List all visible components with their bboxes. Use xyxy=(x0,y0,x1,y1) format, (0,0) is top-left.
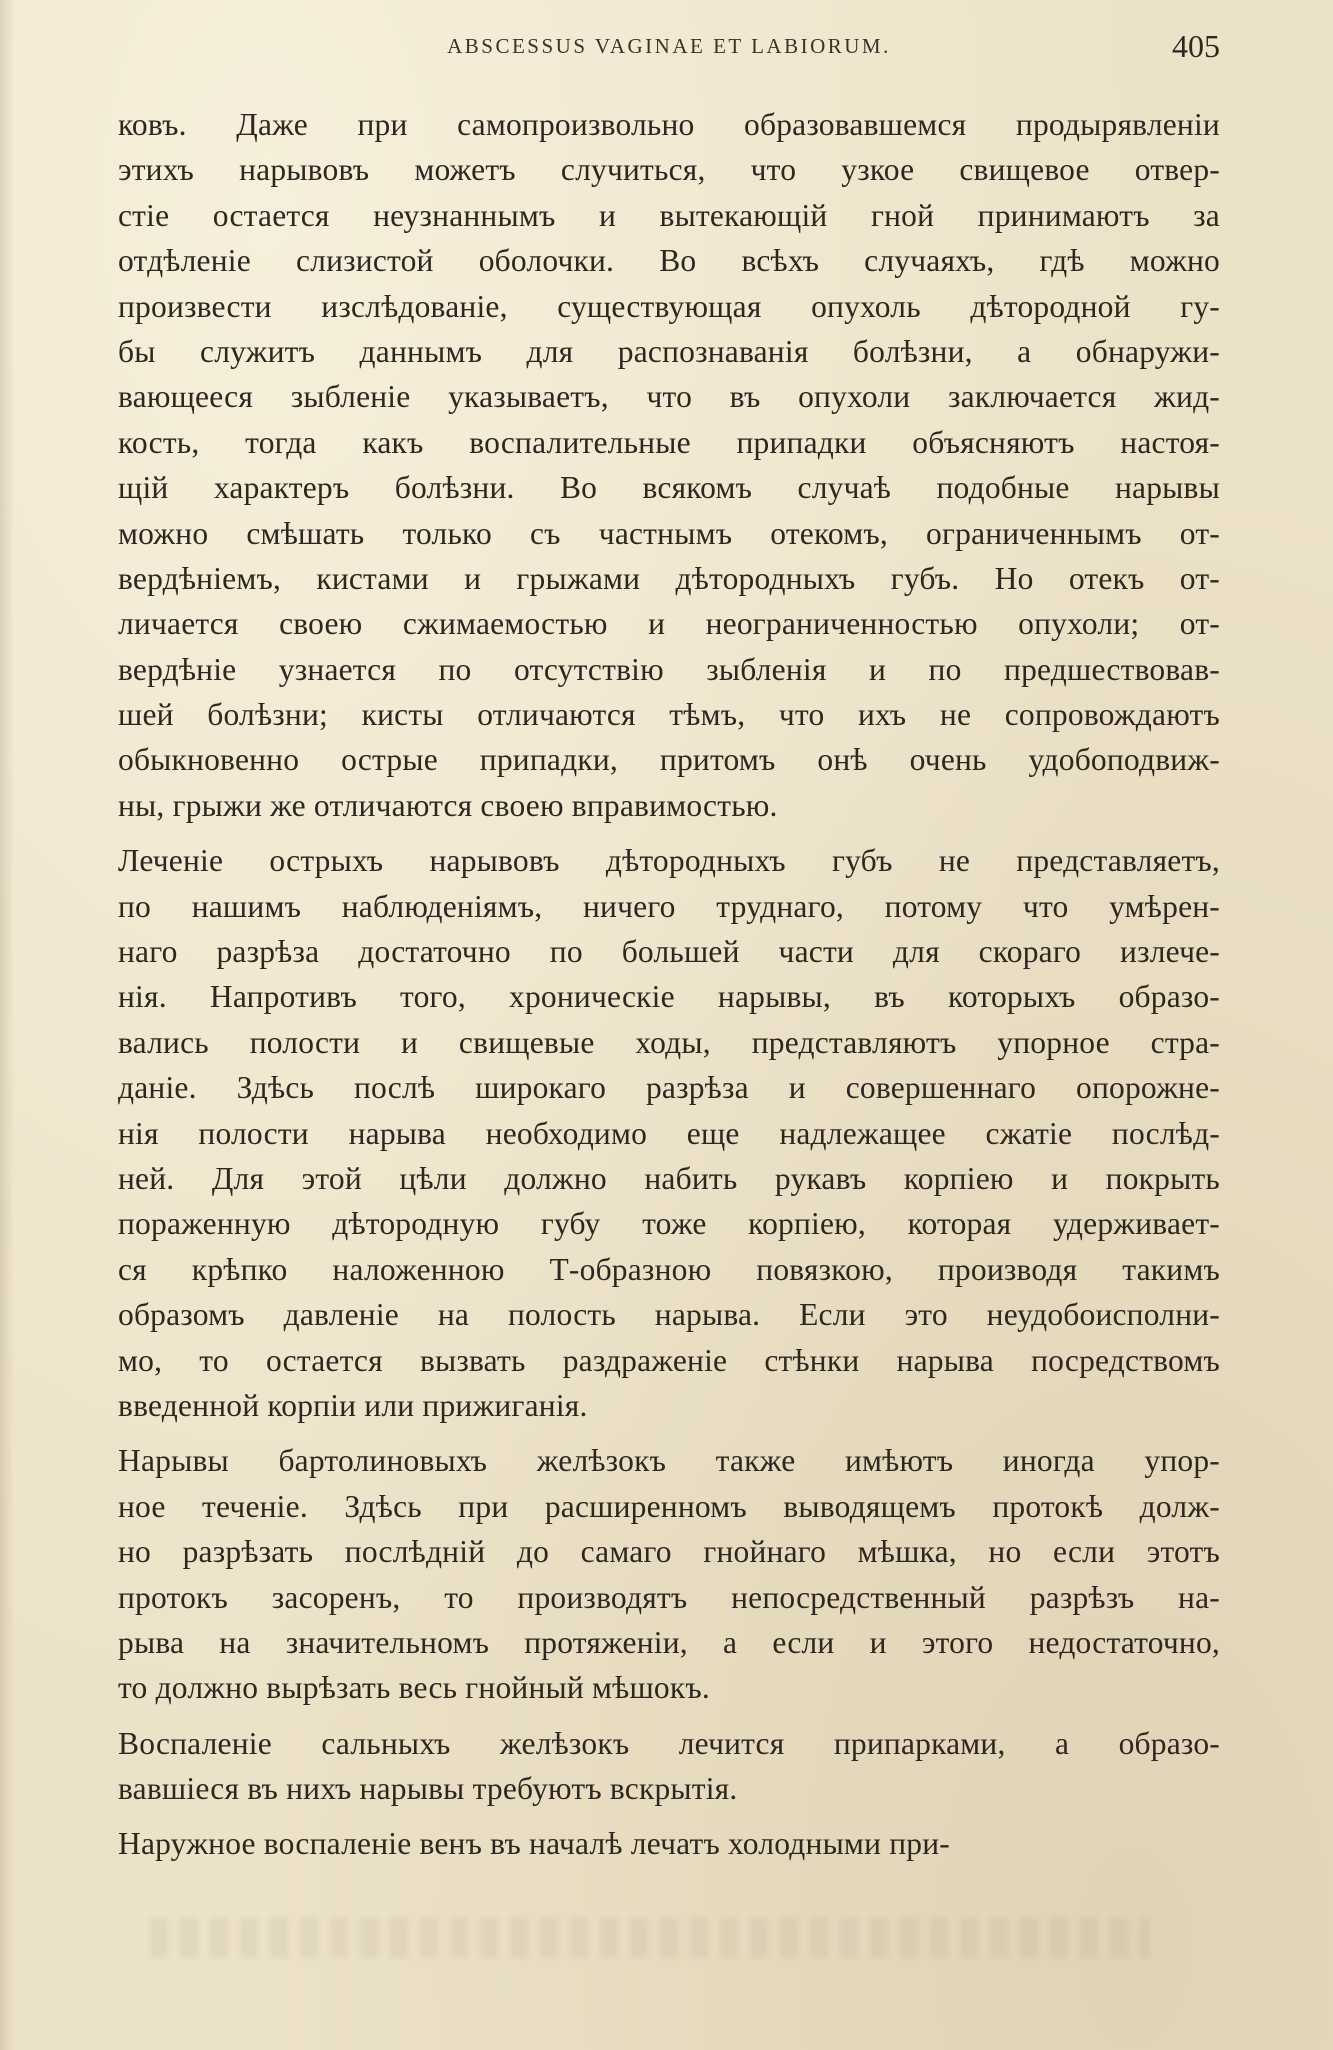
text-line: этихъ нарывовъ можетъ случиться, что узкое свищевое отвер- xyxy=(118,152,1220,188)
text-line: то должно вырѣзать весь гнойный мѣшокъ. xyxy=(118,1670,710,1706)
paragraph-gap xyxy=(118,1428,1220,1438)
paragraph xyxy=(118,1821,1220,1866)
text-line: Нарывы бартолиновыхъ желѣзокъ также имѣютъ иногда упор- xyxy=(118,1443,1220,1479)
text-line: вавшіеся въ нихъ нарывы требуютъ вскрытія. xyxy=(118,1771,738,1807)
text-line: шей болѣзни; кисты отличаются тѣмъ, что ихъ не сопровождаютъ xyxy=(118,697,1220,733)
running-head xyxy=(118,28,1220,68)
text-line: кость, тогда какъ воспалительные припадки объясняютъ настоя- xyxy=(118,424,1220,460)
text-line: мо, то остается вызвать раздраженіе стѣнки нарыва посредствомъ xyxy=(118,1342,1220,1378)
text-line: нія. Напротивъ того, хроническіе нарывы, въ которыхъ образо- xyxy=(118,979,1220,1015)
text-line: вердѣніемъ, кистами и грыжами дѣтородныхъ губъ. Но отекъ от- xyxy=(118,560,1220,596)
text-line: даніе. Здѣсь послѣ широкаго разрѣза и совершеннаго опорожне- xyxy=(118,1070,1220,1106)
paragraph xyxy=(118,102,1220,828)
text-line: пораженную дѣтородную губу тоже корпіею, которая удерживает- xyxy=(118,1206,1220,1242)
text-line: щій характеръ болѣзни. Во всякомъ случаѣ подобные нарывы xyxy=(118,470,1220,506)
text-line: введенной корпіи или прижиганія. xyxy=(118,1387,588,1423)
text-line: произвести изслѣдованіе, существующая опухоль дѣтородной гу- xyxy=(118,288,1220,324)
text-line: Наружное воспаленіе венъ въ началѣ лечатъ холодными при- xyxy=(118,1826,950,1862)
text-line: ней. Для этой цѣли должно набить рукавъ корпіею и покрыть xyxy=(118,1160,1220,1196)
text-line: вердѣніе узнается по отсутствію зыбленія и по предшествовав- xyxy=(118,651,1220,687)
paragraph xyxy=(118,1438,1220,1710)
text-line: ное теченіе. Здѣсь при расширенномъ выводящемъ протокѣ долж- xyxy=(118,1488,1220,1524)
text-line: образомъ давленіе на полость нарыва. Если это неудобоисполни- xyxy=(118,1297,1220,1333)
paragraph-gap xyxy=(118,828,1220,838)
paragraph xyxy=(118,838,1220,1428)
text-line: наго разрѣза достаточно по большей части для скораго излече- xyxy=(118,934,1220,970)
text-line: обыкновенно острые припадки, притомъ онѣ очень удобоподвиж- xyxy=(118,742,1220,778)
body-text xyxy=(118,102,1220,1867)
text-line: ны, грыжи же отличаются своею вправимостью. xyxy=(118,787,778,823)
text-line: ся крѣпко наложенною Т-образною повязкою, производя такимъ xyxy=(118,1251,1220,1287)
text-line: ковъ. Даже при самопроизвольно образовавшемся продырявленіи xyxy=(118,107,1220,142)
running-title: ABSCESSUS VAGINAE ET LABIORUM. xyxy=(447,34,891,58)
paragraph-gap xyxy=(118,1711,1220,1721)
text-line: бы служитъ даннымъ для распознаванія болѣзни, а обнаружи- xyxy=(118,333,1220,369)
text-line: личается своею сжимаемостью и неограниченностью опухоли; от- xyxy=(118,606,1220,642)
page-number: 405 xyxy=(1172,28,1220,64)
text-line: стіе остается неузнаннымъ и вытекающій гной принимаютъ за xyxy=(118,197,1220,233)
paragraph xyxy=(118,1721,1220,1812)
text-line: Воспаленіе сальныхъ желѣзокъ лечится припарками, а образо- xyxy=(118,1725,1220,1761)
text-line: но разрѣзать послѣдній до самаго гнойнаго мѣшка, но если этотъ xyxy=(118,1534,1220,1570)
text-line: по нашимъ наблюденіямъ, ничего труднаго, потому что умѣрен- xyxy=(118,888,1220,924)
text-line: Леченіе острыхъ нарывовъ дѣтородныхъ губъ не представляетъ, xyxy=(118,843,1220,879)
text-line: рыва на значительномъ протяженіи, а если и этого недостаточно, xyxy=(118,1624,1220,1660)
text-line: отдѣленіе слизистой оболочки. Во всѣхъ случаяхъ, гдѣ можно xyxy=(118,243,1220,279)
text-line: можно смѣшать только съ частнымъ отекомъ, ограниченнымъ от- xyxy=(118,515,1220,551)
paragraph-gap xyxy=(118,1811,1220,1821)
text-line: нія полости нарыва необходимо еще надлежащее сжатіе послѣд- xyxy=(118,1115,1220,1151)
show-through-text xyxy=(150,1918,1150,1958)
text-line: вались полости и свищевые ходы, представляютъ упорное стра- xyxy=(118,1024,1220,1060)
text-line: протокъ засоренъ, то производятъ непосредственный разрѣзъ на- xyxy=(118,1579,1220,1615)
text-line: вающееся зыбленіе указываетъ, что въ опухоли заключается жид- xyxy=(118,379,1220,415)
